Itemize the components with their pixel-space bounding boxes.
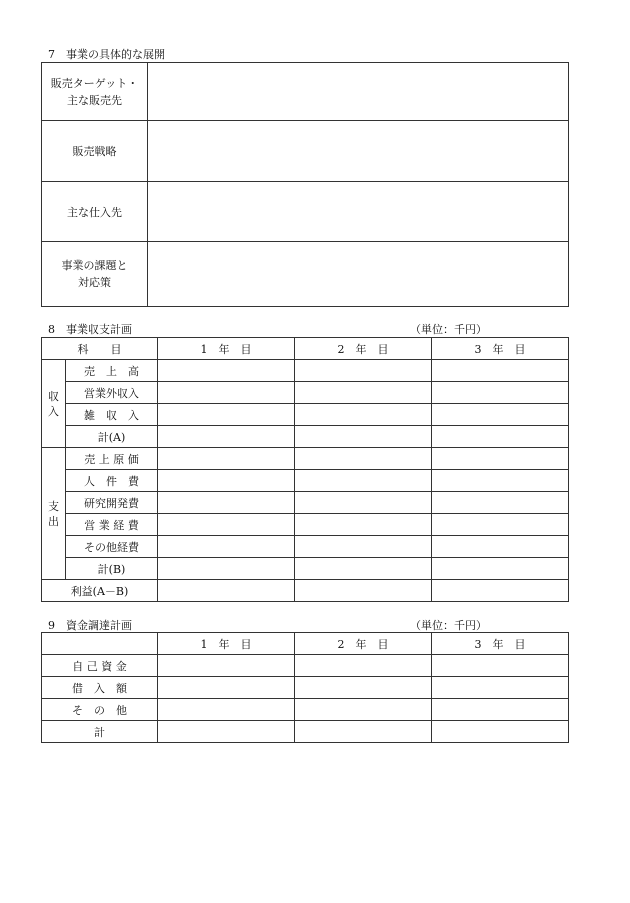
header-year2: 2 年 目: [295, 338, 432, 360]
cell-borrow-y2[interactable]: [295, 677, 432, 699]
sales-target-label-line1: 販売ターゲット・: [50, 76, 139, 90]
cell-rnd-y3[interactable]: [432, 492, 569, 514]
cell-other-exp-y2[interactable]: [295, 536, 432, 558]
header-year1: 1 年 目: [158, 338, 295, 360]
funding-header-year2: 2 年 目: [295, 633, 432, 655]
cell-other-y1[interactable]: [158, 699, 295, 721]
cell-borrow-y1[interactable]: [158, 677, 295, 699]
row-label-misc-income: 雑 収 入: [66, 404, 158, 426]
row-label-borrowing: 借 入 額: [42, 677, 158, 699]
expense-group-line2: 出: [48, 514, 59, 528]
cell-borrow-y3[interactable]: [432, 677, 569, 699]
funding-header-year3: 3 年 目: [432, 633, 569, 655]
sales-target-label-line2: 主な販売先: [67, 93, 122, 107]
row-label-cogs: 売 上 原 価: [66, 448, 158, 470]
cell-profit-y2[interactable]: [295, 580, 432, 602]
cell-other-y2[interactable]: [295, 699, 432, 721]
cell-operating-y3[interactable]: [432, 514, 569, 536]
row-label-total-b: 計(B): [66, 558, 158, 580]
cell-misc-y1[interactable]: [158, 404, 295, 426]
row-label-operating: 営 業 経 費: [66, 514, 158, 536]
income-expense-table: [41, 337, 569, 602]
row-label-total-a: 計(A): [66, 426, 158, 448]
cell-ftotal-y2[interactable]: [295, 721, 432, 743]
cell-operating-y1[interactable]: [158, 514, 295, 536]
section9-heading: 9 資金調達計画: [48, 619, 132, 632]
row-label-nonop-income: 営業外収入: [66, 382, 158, 404]
cell-misc-y2[interactable]: [295, 404, 432, 426]
cell-misc-y3[interactable]: [432, 404, 569, 426]
issues-label: [42, 242, 148, 307]
funding-header-item: [42, 633, 158, 655]
row-label-other: そ の 他: [42, 699, 158, 721]
cell-own-y2[interactable]: [295, 655, 432, 677]
cell-ftotal-y3[interactable]: [432, 721, 569, 743]
cell-operating-y2[interactable]: [295, 514, 432, 536]
row-label-profit: 利益(A－B): [42, 580, 158, 602]
cell-total-a-y1[interactable]: [158, 426, 295, 448]
cell-nonop-y3[interactable]: [432, 382, 569, 404]
cell-other-y3[interactable]: [432, 699, 569, 721]
cell-nonop-y1[interactable]: [158, 382, 295, 404]
cell-total-b-y3[interactable]: [432, 558, 569, 580]
cell-cogs-y3[interactable]: [432, 448, 569, 470]
cell-other-exp-y1[interactable]: [158, 536, 295, 558]
cell-total-a-y3[interactable]: [432, 426, 569, 448]
header-item: 科 目: [42, 338, 158, 360]
header-year3: 3 年 目: [432, 338, 569, 360]
cell-profit-y1[interactable]: [158, 580, 295, 602]
income-group-label: [42, 360, 66, 448]
cell-rnd-y2[interactable]: [295, 492, 432, 514]
cell-sales-y2[interactable]: [295, 360, 432, 382]
cell-other-exp-y3[interactable]: [432, 536, 569, 558]
income-group-line2: 入: [48, 404, 59, 418]
cell-ftotal-y1[interactable]: [158, 721, 295, 743]
section8-heading: 8 事業収支計画: [48, 323, 132, 336]
cell-sales-y3[interactable]: [432, 360, 569, 382]
cell-rnd-y1[interactable]: [158, 492, 295, 514]
cell-personnel-y1[interactable]: [158, 470, 295, 492]
expense-group-line1: 支: [48, 499, 59, 513]
issues-input[interactable]: [148, 242, 569, 307]
section7-heading: 7 事業の具体的な展開: [48, 48, 165, 61]
funding-plan-table: [41, 632, 569, 743]
business-development-table: [41, 62, 569, 307]
row-label-personnel: 人 件 費: [66, 470, 158, 492]
sales-target-label: [42, 63, 148, 121]
row-label-own-funds: 自 己 資 金: [42, 655, 158, 677]
income-group-line1: 収: [48, 389, 59, 403]
cell-personnel-y2[interactable]: [295, 470, 432, 492]
row-label-sales: 売 上 高: [66, 360, 158, 382]
row-label-rnd: 研究開発費: [66, 492, 158, 514]
cell-cogs-y2[interactable]: [295, 448, 432, 470]
cell-nonop-y2[interactable]: [295, 382, 432, 404]
sales-strategy-input[interactable]: [148, 121, 569, 182]
row-label-funding-total: 計: [42, 721, 158, 743]
funding-header-year1: 1 年 目: [158, 633, 295, 655]
row-label-other-exp: その他経費: [66, 536, 158, 558]
cell-personnel-y3[interactable]: [432, 470, 569, 492]
cell-cogs-y1[interactable]: [158, 448, 295, 470]
cell-sales-y1[interactable]: [158, 360, 295, 382]
cell-total-b-y2[interactable]: [295, 558, 432, 580]
suppliers-input[interactable]: [148, 182, 569, 242]
issues-label-line2: 対応策: [78, 276, 111, 289]
issues-label-line1: 事業の課題と: [61, 259, 128, 272]
cell-profit-y3[interactable]: [432, 580, 569, 602]
sales-target-input[interactable]: [148, 63, 569, 121]
cell-own-y3[interactable]: [432, 655, 569, 677]
suppliers-label: 主な仕入先: [42, 182, 148, 242]
expense-group-label: [42, 448, 66, 580]
cell-total-a-y2[interactable]: [295, 426, 432, 448]
section8-unit: （単位：千円）: [410, 323, 487, 336]
cell-own-y1[interactable]: [158, 655, 295, 677]
sales-strategy-label: 販売戦略: [42, 121, 148, 182]
cell-total-b-y1[interactable]: [158, 558, 295, 580]
section9-unit: （単位：千円）: [410, 619, 487, 632]
